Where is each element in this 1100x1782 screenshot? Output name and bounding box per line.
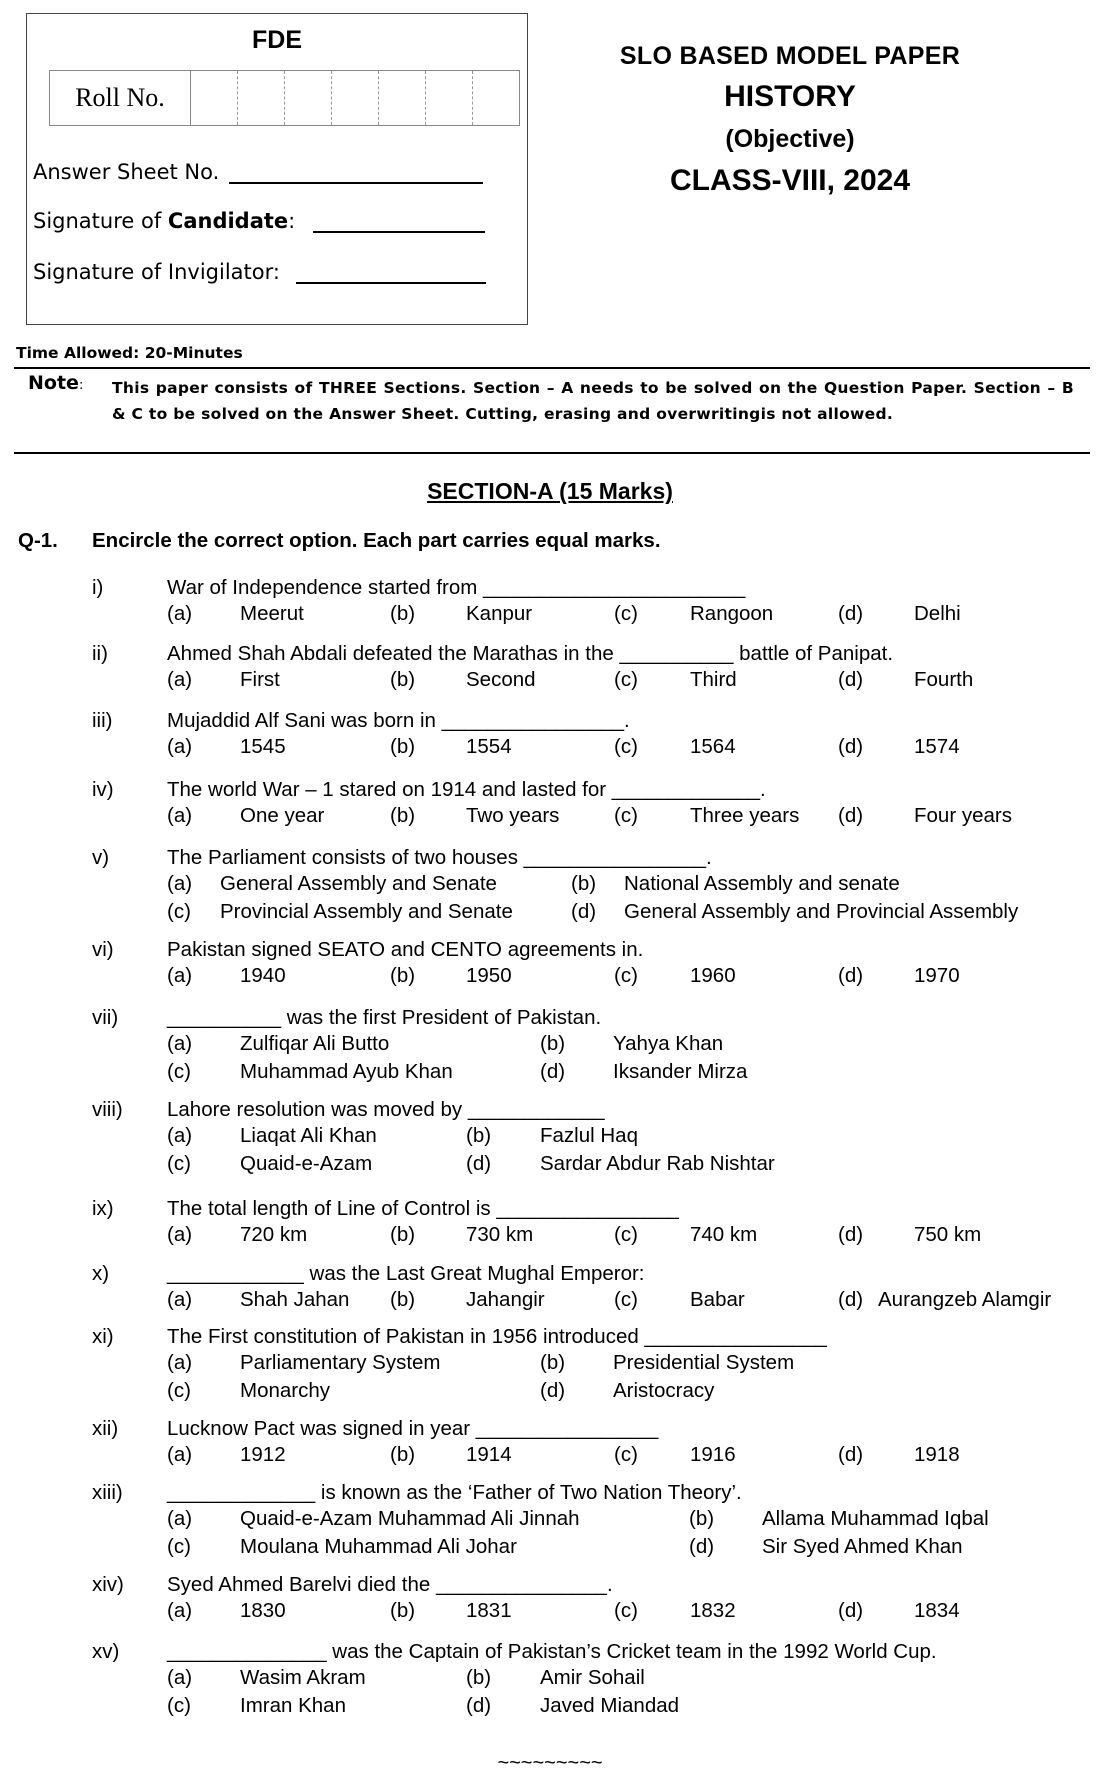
- option-text[interactable]: 740 km: [690, 1223, 758, 1246]
- item-stem: War of Independence started from _______________________: [167, 576, 746, 599]
- item-number: v): [92, 846, 110, 869]
- question-instruction: Encircle the correct option. Each part carries equal marks.: [92, 529, 661, 552]
- option-letter[interactable]: (a): [167, 964, 193, 987]
- option-text[interactable]: 1918: [914, 1443, 960, 1466]
- option-letter[interactable]: (b): [390, 804, 416, 827]
- option-letter[interactable]: (a): [167, 1223, 193, 1246]
- option-letter[interactable]: (b): [390, 1223, 416, 1246]
- subject-title: HISTORY: [724, 80, 856, 113]
- option-letter[interactable]: (c): [614, 804, 638, 827]
- option-text[interactable]: Sardar Abdur Rab Nishtar: [540, 1152, 775, 1175]
- item-number: iii): [92, 709, 113, 732]
- option-text[interactable]: 720 km: [240, 1223, 308, 1246]
- option-letter[interactable]: (d): [838, 964, 864, 987]
- option-text[interactable]: Allama Muhammad Iqbal: [762, 1507, 989, 1530]
- option-letter[interactable]: (b): [390, 735, 416, 758]
- roll-digit-cell[interactable]: [285, 71, 332, 125]
- option-letter[interactable]: (d): [540, 1379, 566, 1402]
- answer-sheet-line[interactable]: [229, 160, 483, 184]
- option-letter[interactable]: (d): [540, 1060, 566, 1083]
- option-letter[interactable]: (a): [167, 1351, 193, 1374]
- option-letter[interactable]: (d): [838, 1599, 864, 1622]
- option-letter[interactable]: (a): [167, 668, 193, 691]
- option-letter[interactable]: (d): [838, 735, 864, 758]
- option-text[interactable]: Quaid-e-Azam Muhammad Ali Jinnah: [240, 1507, 580, 1530]
- candidate-sig-prefix: Signature of: [33, 209, 168, 233]
- option-letter[interactable]: (d): [689, 1535, 715, 1558]
- option-letter[interactable]: (a): [167, 1032, 193, 1055]
- candidate-sig-suffix: :: [288, 209, 296, 233]
- option-letter[interactable]: (c): [167, 1152, 191, 1175]
- option-letter[interactable]: (c): [614, 1443, 638, 1466]
- option-letter[interactable]: (d): [838, 668, 864, 691]
- candidate-signature-label: [33, 209, 295, 233]
- candidate-sig-word: Candidate: [167, 209, 289, 233]
- note-label: [28, 372, 83, 394]
- section-title: [0, 478, 1100, 505]
- option-text[interactable]: Moulana Muhammad Ali Johar: [240, 1535, 517, 1558]
- bottom-rule: [14, 452, 1090, 454]
- option-text[interactable]: Iksander Mirza: [613, 1060, 748, 1083]
- option-letter[interactable]: (b): [390, 1599, 416, 1622]
- option-letter[interactable]: (a): [167, 1124, 193, 1147]
- option-text[interactable]: Kanpur: [466, 602, 533, 625]
- option-letter[interactable]: (a): [167, 602, 193, 625]
- option-text[interactable]: Imran Khan: [240, 1694, 346, 1717]
- roll-digit-cell[interactable]: [191, 71, 238, 125]
- option-letter[interactable]: (b): [390, 668, 416, 691]
- item-stem: The total length of Line of Control is ________________: [167, 1197, 679, 1220]
- option-letter[interactable]: (b): [390, 1288, 416, 1311]
- option-text[interactable]: Delhi: [914, 602, 961, 625]
- option-text[interactable]: Provincial Assembly and Senate: [220, 900, 513, 923]
- option-text[interactable]: Three years: [690, 804, 800, 827]
- class-year: CLASS-VIII, 2024: [669, 164, 911, 197]
- option-text[interactable]: 1834: [914, 1599, 960, 1622]
- option-letter[interactable]: (c): [614, 668, 638, 691]
- option-text[interactable]: Jahangir: [466, 1288, 545, 1311]
- item-number: ix): [92, 1197, 114, 1220]
- option-letter[interactable]: (d): [838, 1288, 864, 1311]
- time-allowed: Time Allowed: 20-Minutes: [16, 344, 243, 362]
- option-letter[interactable]: (b): [540, 1032, 566, 1055]
- invigilator-signature-line[interactable]: [296, 260, 486, 284]
- option-letter[interactable]: (d): [838, 1443, 864, 1466]
- item-number: vii): [92, 1006, 119, 1029]
- option-letter[interactable]: (b): [571, 872, 597, 895]
- option-letter[interactable]: (c): [167, 1535, 191, 1558]
- option-text[interactable]: Two years: [466, 804, 560, 827]
- item-number: xiv): [92, 1573, 124, 1596]
- option-text[interactable]: 1830: [240, 1599, 286, 1622]
- option-text[interactable]: Rangoon: [690, 602, 774, 625]
- option-text[interactable]: Meerut: [240, 602, 304, 625]
- item-number: vi): [92, 938, 114, 961]
- option-text[interactable]: 750 km: [914, 1223, 982, 1246]
- item-stem: The Parliament consists of two houses ________________.: [167, 846, 712, 869]
- option-text[interactable]: 1564: [690, 735, 736, 758]
- option-text[interactable]: 1970: [914, 964, 960, 987]
- top-rule: [14, 367, 1090, 369]
- option-text[interactable]: Zulfiqar Ali Butto: [240, 1032, 390, 1055]
- invigilator-signature-field[interactable]: [33, 260, 486, 284]
- option-letter[interactable]: (b): [390, 964, 416, 987]
- option-text[interactable]: National Assembly and senate: [624, 872, 900, 895]
- question-number: Q-1.: [18, 529, 58, 552]
- paper-type: (Objective): [725, 125, 855, 153]
- option-letter[interactable]: (a): [167, 1288, 193, 1311]
- option-text[interactable]: Monarchy: [240, 1379, 331, 1402]
- option-text[interactable]: Amir Sohail: [540, 1666, 645, 1689]
- option-letter[interactable]: (c): [614, 1223, 638, 1246]
- option-letter[interactable]: (b): [390, 1443, 416, 1466]
- option-text[interactable]: Javed Miandad: [540, 1694, 680, 1717]
- option-text[interactable]: 1832: [690, 1599, 736, 1622]
- option-letter[interactable]: (a): [167, 1443, 193, 1466]
- option-letter[interactable]: (d): [571, 900, 597, 923]
- option-text[interactable]: Quaid-e-Azam: [240, 1152, 373, 1175]
- answer-sheet-field[interactable]: [33, 160, 483, 184]
- option-text[interactable]: Four years: [914, 804, 1012, 827]
- item-stem: Ahmed Shah Abdali defeated the Marathas in the __________ battle of Panipat.: [167, 642, 894, 665]
- option-text[interactable]: Sir Syed Ahmed Khan: [762, 1535, 963, 1558]
- answer-sheet-label: Answer Sheet No.: [33, 160, 220, 184]
- option-text[interactable]: 1574: [914, 735, 960, 758]
- option-text[interactable]: Liaqat Ali Khan: [240, 1124, 377, 1147]
- option-letter[interactable]: (c): [614, 964, 638, 987]
- option-text[interactable]: 1916: [690, 1443, 736, 1466]
- option-text[interactable]: Second: [466, 668, 536, 691]
- candidate-info-box: [26, 13, 528, 325]
- option-text[interactable]: 1912: [240, 1443, 286, 1466]
- roll-digit-cell[interactable]: [426, 71, 473, 125]
- option-letter[interactable]: (b): [540, 1351, 566, 1374]
- item-stem: Pakistan signed SEATO and CENTO agreements in.: [167, 938, 644, 961]
- item-number: xi): [92, 1325, 114, 1348]
- item-number: iv): [92, 778, 114, 801]
- roll-digit-cell[interactable]: [332, 71, 379, 125]
- option-letter[interactable]: (b): [689, 1507, 715, 1530]
- option-letter[interactable]: (c): [167, 900, 191, 923]
- option-text[interactable]: Aristocracy: [613, 1379, 715, 1402]
- option-letter[interactable]: (c): [167, 1060, 191, 1083]
- option-text[interactable]: Yahya Khan: [613, 1032, 724, 1055]
- item-stem: Mujaddid Alf Sani was born in ________________.: [167, 709, 630, 732]
- item-stem: Lucknow Pact was signed in year ________________: [167, 1417, 659, 1440]
- item-stem: ______________ was the Captain of Pakistan’s Cricket team in the 1992 World Cup.: [167, 1640, 937, 1663]
- item-number: viii): [92, 1098, 123, 1121]
- option-text[interactable]: Fazlul Haq: [540, 1124, 638, 1147]
- board-name: FDE: [252, 26, 302, 54]
- candidate-signature-field[interactable]: [33, 209, 485, 233]
- option-letter[interactable]: (c): [614, 1288, 638, 1311]
- item-stem: The world War – 1 stared on 1914 and lasted for _____________.: [167, 778, 766, 801]
- option-text[interactable]: 1554: [466, 735, 512, 758]
- option-letter[interactable]: (b): [466, 1124, 492, 1147]
- option-text[interactable]: Parliamentary System: [240, 1351, 441, 1374]
- item-number: xii): [92, 1417, 119, 1440]
- option-letter[interactable]: (c): [614, 602, 638, 625]
- item-stem: The First constitution of Pakistan in 1956 introduced ________________: [167, 1325, 827, 1348]
- option-text[interactable]: Presidential System: [613, 1351, 795, 1374]
- option-text[interactable]: 1831: [466, 1599, 512, 1622]
- note-word: Note: [28, 372, 79, 394]
- item-stem: __________ was the first President of Pakistan.: [167, 1006, 602, 1029]
- item-stem: Lahore resolution was moved by ____________: [167, 1098, 605, 1121]
- item-number: x): [92, 1262, 110, 1285]
- option-text[interactable]: Muhammad Ayub Khan: [240, 1060, 453, 1083]
- option-letter[interactable]: (c): [614, 1599, 638, 1622]
- item-stem: _____________ is known as the ‘Father of Two Nation Theory’.: [167, 1481, 742, 1504]
- paper-title: SLO BASED MODEL PAPER: [619, 42, 961, 70]
- item-stem: Syed Ahmed Barelvi died the _______________.: [167, 1573, 613, 1596]
- option-letter[interactable]: (c): [167, 1379, 191, 1402]
- option-text[interactable]: General Assembly and Provincial Assembly: [624, 900, 1019, 923]
- option-text[interactable]: Fourth: [914, 668, 974, 691]
- roll-digit-cell[interactable]: [473, 71, 519, 125]
- option-text[interactable]: 1940: [240, 964, 286, 987]
- section-title-text: SECTION-A (15 Marks): [427, 478, 673, 504]
- option-text[interactable]: Third: [690, 668, 737, 691]
- roll-digit-cell[interactable]: [379, 71, 426, 125]
- option-letter[interactable]: (d): [838, 1223, 864, 1246]
- option-letter[interactable]: (d): [466, 1152, 492, 1175]
- option-letter[interactable]: (a): [167, 1599, 193, 1622]
- item-number: xiii): [92, 1481, 123, 1504]
- option-text[interactable]: Aurangzeb Alamgir: [878, 1288, 1052, 1311]
- option-letter[interactable]: (a): [167, 1666, 193, 1689]
- option-text[interactable]: 1960: [690, 964, 736, 987]
- option-letter[interactable]: (a): [167, 735, 193, 758]
- item-number: xv): [92, 1640, 120, 1663]
- option-letter[interactable]: (a): [167, 804, 193, 827]
- option-text[interactable]: 1914: [466, 1443, 512, 1466]
- option-text[interactable]: 1950: [466, 964, 512, 987]
- option-letter[interactable]: (b): [466, 1666, 492, 1689]
- option-letter[interactable]: (d): [466, 1694, 492, 1717]
- item-number: ii): [92, 642, 108, 665]
- option-text[interactable]: Wasim Akram: [240, 1666, 366, 1689]
- option-text[interactable]: General Assembly and Senate: [220, 872, 497, 895]
- note-colon: :: [78, 378, 84, 393]
- item-number: i): [92, 576, 104, 599]
- option-letter[interactable]: (b): [390, 602, 416, 625]
- option-letter[interactable]: (c): [167, 1694, 191, 1717]
- end-mark: ~~~~~~~~~: [497, 1752, 603, 1774]
- roll-number-grid[interactable]: [49, 70, 520, 126]
- option-letter[interactable]: (a): [167, 872, 193, 895]
- option-letter[interactable]: (d): [838, 602, 864, 625]
- option-text[interactable]: 730 km: [466, 1223, 534, 1246]
- option-letter[interactable]: (d): [838, 804, 864, 827]
- item-stem: ____________ was the Last Great Mughal Emperor:: [167, 1262, 645, 1285]
- option-text[interactable]: Shah Jahan: [240, 1288, 350, 1311]
- option-text[interactable]: First: [240, 668, 280, 691]
- option-text[interactable]: Babar: [690, 1288, 745, 1311]
- roll-number-label: Roll No.: [50, 71, 191, 125]
- note-text: This paper consists of THREE Sections. Section – A needs to be solved on the Question Paper. Section – B & C to be solved on the Answer Sheet. Cutting, erasing and overwritingis not allowed.: [112, 379, 1074, 423]
- invigilator-signature-label: Signature of Invigilator:: [33, 260, 280, 284]
- roll-digit-cell[interactable]: [238, 71, 285, 125]
- candidate-signature-line[interactable]: [313, 209, 485, 233]
- option-text[interactable]: 1545: [240, 735, 286, 758]
- option-text[interactable]: One year: [240, 804, 325, 827]
- option-letter[interactable]: (a): [167, 1507, 193, 1530]
- option-letter[interactable]: (c): [614, 735, 638, 758]
